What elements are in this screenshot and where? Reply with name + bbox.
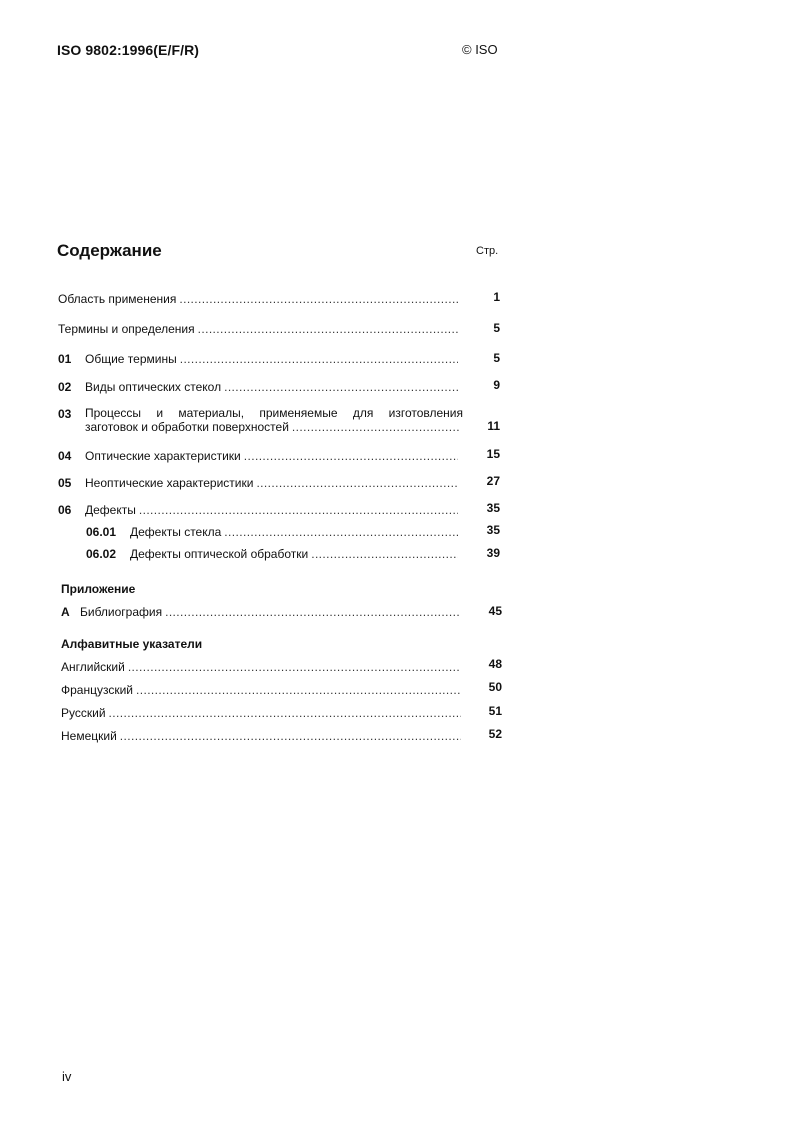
toc-entry-number: 02 (58, 380, 72, 394)
toc-entry-index-english[interactable] (61, 660, 461, 674)
toc-entry-index-russian[interactable] (61, 706, 461, 720)
annex-heading: Приложение (61, 582, 136, 596)
toc-entry-page: 27 (486, 474, 500, 488)
page-column-label: Стр. (476, 245, 499, 257)
toc-entry-label: Оптические характеристики (85, 449, 241, 463)
toc-entry-06-02[interactable] (86, 547, 458, 561)
toc-entry-page: 35 (486, 501, 500, 515)
leader-dots (128, 660, 461, 674)
toc-entry-label-line2: заготовок и обработки поверхностей (85, 420, 289, 434)
toc-entry-02[interactable] (58, 380, 458, 394)
toc-entry-page: 52 (488, 727, 502, 741)
toc-entry-label: Термины и определения (58, 322, 195, 336)
toc-entry-label: Область применения (58, 292, 177, 306)
toc-entry-label: Французский (61, 683, 133, 697)
leader-dots (139, 503, 458, 517)
toc-entry-page: 15 (486, 447, 500, 461)
leader-dots (256, 476, 458, 490)
toc-entry-label: Дефекты (85, 503, 136, 517)
toc-entry-label: Неоптические характеристики (85, 476, 254, 490)
toc-entry-page: 35 (486, 523, 500, 537)
toc-entry-label: Дефекты стекла (130, 525, 222, 539)
toc-entry-number: 06.02 (86, 547, 117, 561)
toc-entry-label: Английский (61, 660, 125, 674)
leader-dots (165, 605, 459, 619)
toc-entry-number: A (61, 605, 70, 619)
toc-entry-page: 48 (488, 657, 502, 671)
toc-entry-scope[interactable] (58, 292, 458, 306)
toc-entry-page: 50 (488, 680, 502, 694)
leader-dots (109, 706, 461, 720)
header-doc-id: ISO 9802:1996(E/F/R) (57, 42, 200, 58)
toc-entry-03-number (58, 407, 71, 421)
toc-entry-05[interactable] (58, 476, 458, 490)
toc-entry-page: 11 (487, 419, 500, 433)
toc-entry-annex-a[interactable] (61, 605, 459, 619)
toc-entry-04[interactable] (58, 449, 458, 463)
toc-entry-number: 06 (58, 503, 72, 517)
toc-entry-page: 5 (493, 351, 500, 365)
leader-dots (224, 380, 458, 394)
toc-entry-label-line1: Процессы и материалы, применяемые для изготовления (85, 406, 463, 420)
toc-entry-number: 01 (58, 352, 72, 366)
toc-entry-label: Дефекты оптической обработки (130, 547, 309, 561)
leader-dots (292, 420, 459, 434)
leader-dots (244, 449, 458, 463)
toc-entry-index-french[interactable] (61, 683, 461, 697)
toc-entry-terms[interactable] (58, 322, 458, 336)
toc-entry-label: Виды оптических стекол (85, 380, 222, 394)
toc-title: Содержание (57, 241, 162, 260)
leader-dots (179, 292, 458, 306)
toc-entry-number: 06.01 (86, 525, 117, 539)
toc-entry-page: 1 (493, 290, 500, 304)
toc-entry-number: 04 (58, 449, 72, 463)
leader-dots (180, 352, 458, 366)
leader-dots (311, 547, 458, 561)
leader-dots (120, 729, 461, 743)
toc-entry-page: 9 (493, 378, 500, 392)
leader-dots (198, 322, 458, 336)
header-copyright: © ISO (462, 42, 498, 57)
toc-entry-03[interactable] (85, 406, 463, 434)
toc-entry-page: 45 (488, 604, 502, 618)
toc-entry-label: Немецкий (61, 729, 117, 743)
indexes-heading: Алфавитные указатели (61, 637, 203, 651)
toc-entry-number: 05 (58, 476, 72, 490)
footer-page-number: iv (62, 1069, 72, 1084)
leader-dots (224, 525, 458, 539)
toc-entry-06[interactable] (58, 503, 458, 517)
toc-entry-index-german[interactable] (61, 729, 461, 743)
toc-entry-01[interactable] (58, 352, 458, 366)
toc-entry-label: Библиография (80, 605, 163, 619)
toc-entry-06-01[interactable] (86, 525, 458, 539)
toc-entry-label: Общие термины (85, 352, 177, 366)
toc-entry-page: 51 (488, 704, 502, 718)
toc-entry-number: 03 (58, 407, 72, 421)
toc-entry-label: Русский (61, 706, 106, 720)
toc-entry-page: 5 (493, 321, 500, 335)
toc-entry-page: 39 (486, 546, 500, 560)
leader-dots (136, 683, 461, 697)
